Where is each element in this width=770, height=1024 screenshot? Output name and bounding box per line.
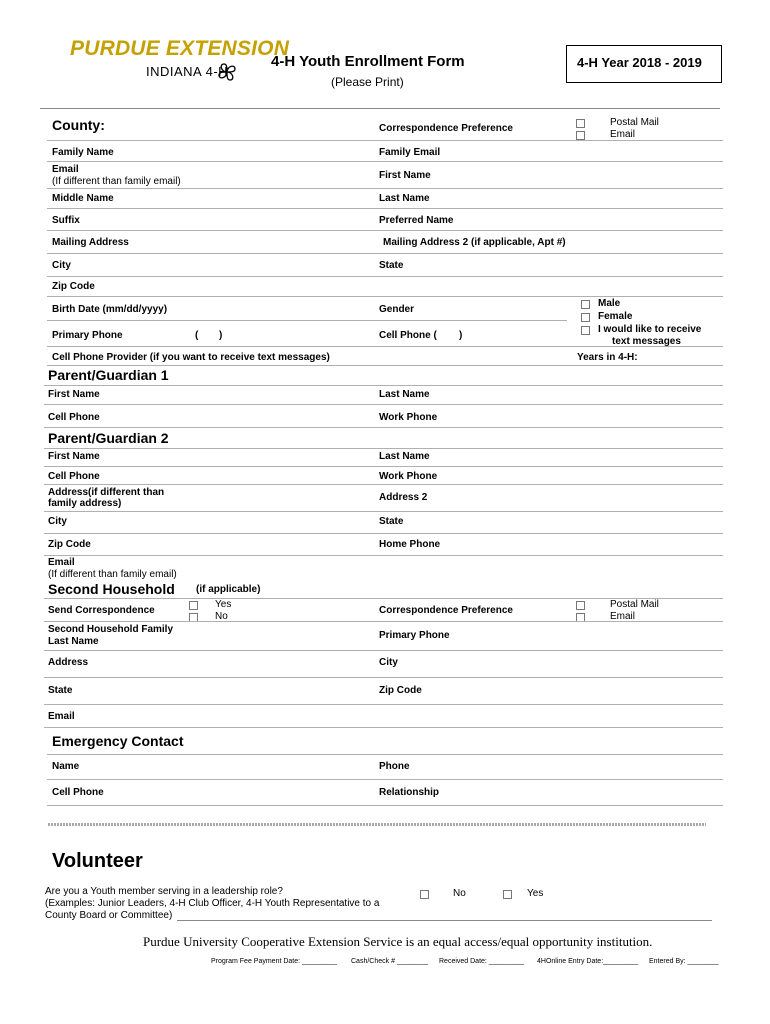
second-household-heading: Second Household [48, 581, 175, 597]
guardian2-city-label: City [48, 516, 67, 527]
emergency-contact-heading: Emergency Contact [52, 733, 184, 749]
female-label: Female [598, 311, 633, 322]
primary-phone-label: Primary Phone [52, 330, 123, 341]
birth-date-label: Birth Date (mm/dd/yyyy) [52, 304, 168, 315]
guardian1-heading: Parent/Guardian 1 [48, 367, 169, 383]
household-primary-phone-label: Primary Phone [379, 630, 450, 641]
household-email-label: Email [48, 711, 75, 722]
guardian1-first-name-label: First Name [48, 389, 100, 400]
household-state-label: State [48, 685, 73, 696]
household-zip-label: Zip Code [379, 685, 422, 696]
female-checkbox[interactable] [581, 313, 590, 322]
send-correspondence-yes-label: Yes [215, 599, 232, 610]
volunteer-examples-line2: County Board or Committee) [45, 910, 173, 921]
form-subtitle: (Please Print) [331, 75, 404, 89]
entered-by: Entered By: ________ [649, 958, 719, 965]
4honline-entry-date: 4HOnline Entry Date:_________ [537, 958, 639, 965]
volunteer-question: Are you a Youth member serving in a leadership role? [45, 886, 283, 897]
email-checkbox[interactable] [576, 131, 585, 140]
household-email-option-label: Email [610, 611, 636, 622]
volunteer-yes-label: Yes [527, 888, 544, 899]
mailing-address-label: Mailing Address [52, 237, 129, 248]
cell-provider-label: Cell Phone Provider (if you want to receive text messages) [52, 352, 330, 363]
guardian2-address2-label: Address 2 [379, 492, 428, 503]
family-email-label: Family Email [379, 147, 441, 158]
guardian2-heading: Parent/Guardian 2 [48, 430, 169, 446]
household-family-label-line1: Second Household Family [48, 624, 174, 635]
middle-name-label: Middle Name [52, 193, 114, 204]
purdue-extension-logo: PURDUE EXTENSION [70, 37, 290, 60]
cell-phone-paren-close: ) [459, 330, 463, 341]
male-checkbox[interactable] [581, 300, 590, 309]
first-name-label: First Name [379, 170, 431, 181]
years-in-4h-label: Years in 4-H: [577, 352, 638, 363]
primary-phone-paren-open: ( [195, 330, 199, 341]
guardian2-email-label: Email [48, 557, 75, 568]
zip-code-label: Zip Code [52, 281, 95, 292]
gender-label: Gender [379, 304, 415, 315]
text-messages-checkbox[interactable] [581, 326, 590, 335]
primary-phone-paren-close: ) [219, 330, 223, 341]
guardian2-last-name-label: Last Name [379, 451, 430, 462]
volunteer-no-checkbox[interactable] [420, 890, 429, 899]
correspondence-preference-label: Correspondence Preference [379, 123, 513, 134]
equal-access-statement: Purdue University Cooperative Extension Service is an equal access/equal opportunity institution. [143, 934, 653, 949]
indiana-4h-label: INDIANA 4-H [146, 64, 229, 79]
household-address-label: Address [48, 657, 89, 668]
household-family-label-line2: Last Name [48, 636, 99, 647]
guardian2-home-phone-label: Home Phone [379, 539, 441, 550]
household-correspondence-pref-label: Correspondence Preference [379, 605, 513, 616]
suffix-label: Suffix [52, 215, 80, 226]
guardian2-address-label-line1: Address(if different than [48, 487, 165, 498]
volunteer-examples-line1: (Examples: Junior Leaders, 4-H Club Officer, 4-H Youth Representative to a [45, 898, 380, 909]
second-household-note: (if applicable) [196, 584, 261, 595]
clover-icon [215, 60, 239, 84]
guardian2-cell-phone-label: Cell Phone [48, 471, 100, 482]
guardian2-zip-label: Zip Code [48, 539, 91, 550]
guardian2-email-note: (If different than family email) [48, 569, 177, 580]
family-name-label: Family Name [52, 147, 114, 158]
guardian1-work-phone-label: Work Phone [379, 412, 438, 423]
volunteer-no-label: No [453, 888, 466, 899]
city-label: City [52, 260, 71, 271]
household-city-label: City [379, 657, 398, 668]
preferred-name-label: Preferred Name [379, 215, 454, 226]
guardian1-last-name-label: Last Name [379, 389, 430, 400]
cell-phone-label: Cell Phone ( [379, 330, 437, 341]
emergency-relationship-label: Relationship [379, 787, 440, 798]
household-postal-mail-checkbox[interactable] [576, 601, 585, 610]
enrollment-year: 4-H Year 2018 - 2019 [577, 55, 702, 70]
last-name-label: Last Name [379, 193, 430, 204]
send-correspondence-label: Send Correspondence [48, 605, 155, 616]
email-note: (If different than family email) [52, 176, 181, 187]
email-label: Email [52, 164, 79, 175]
emergency-cell-phone-label: Cell Phone [52, 787, 104, 798]
male-label: Male [598, 298, 621, 309]
section-divider [48, 823, 706, 826]
guardian2-work-phone-label: Work Phone [379, 471, 438, 482]
send-correspondence-no-label: No [215, 611, 228, 622]
program-fee-date: Program Fee Payment Date: _________ [211, 958, 338, 965]
emergency-phone-label: Phone [379, 761, 410, 772]
text-messages-label-line2: text messages [612, 336, 681, 347]
cash-check-number: Cash/Check # ________ [351, 958, 429, 965]
state-label: State [379, 260, 404, 271]
county-label: County: [52, 117, 105, 133]
guardian2-state-label: State [379, 516, 404, 527]
email-option-label: Email [610, 129, 636, 140]
mailing-address2-label: Mailing Address 2 (if applicable, Apt #) [383, 237, 566, 248]
guardian2-first-name-label: First Name [48, 451, 100, 462]
household-postal-mail-label: Postal Mail [610, 599, 659, 610]
guardian1-cell-phone-label: Cell Phone [48, 412, 100, 423]
volunteer-heading: Volunteer [52, 850, 143, 872]
volunteer-yes-checkbox[interactable] [503, 890, 512, 899]
postal-mail-checkbox[interactable] [576, 119, 585, 128]
received-date: Received Date: _________ [439, 958, 524, 965]
send-correspondence-yes-checkbox[interactable] [189, 601, 198, 610]
emergency-name-label: Name [52, 761, 80, 772]
guardian2-address-label-line2: family address) [48, 498, 122, 509]
form-title: 4-H Youth Enrollment Form [271, 53, 465, 70]
postal-mail-label: Postal Mail [610, 117, 659, 128]
text-messages-label-line1: I would like to receive [598, 324, 702, 335]
